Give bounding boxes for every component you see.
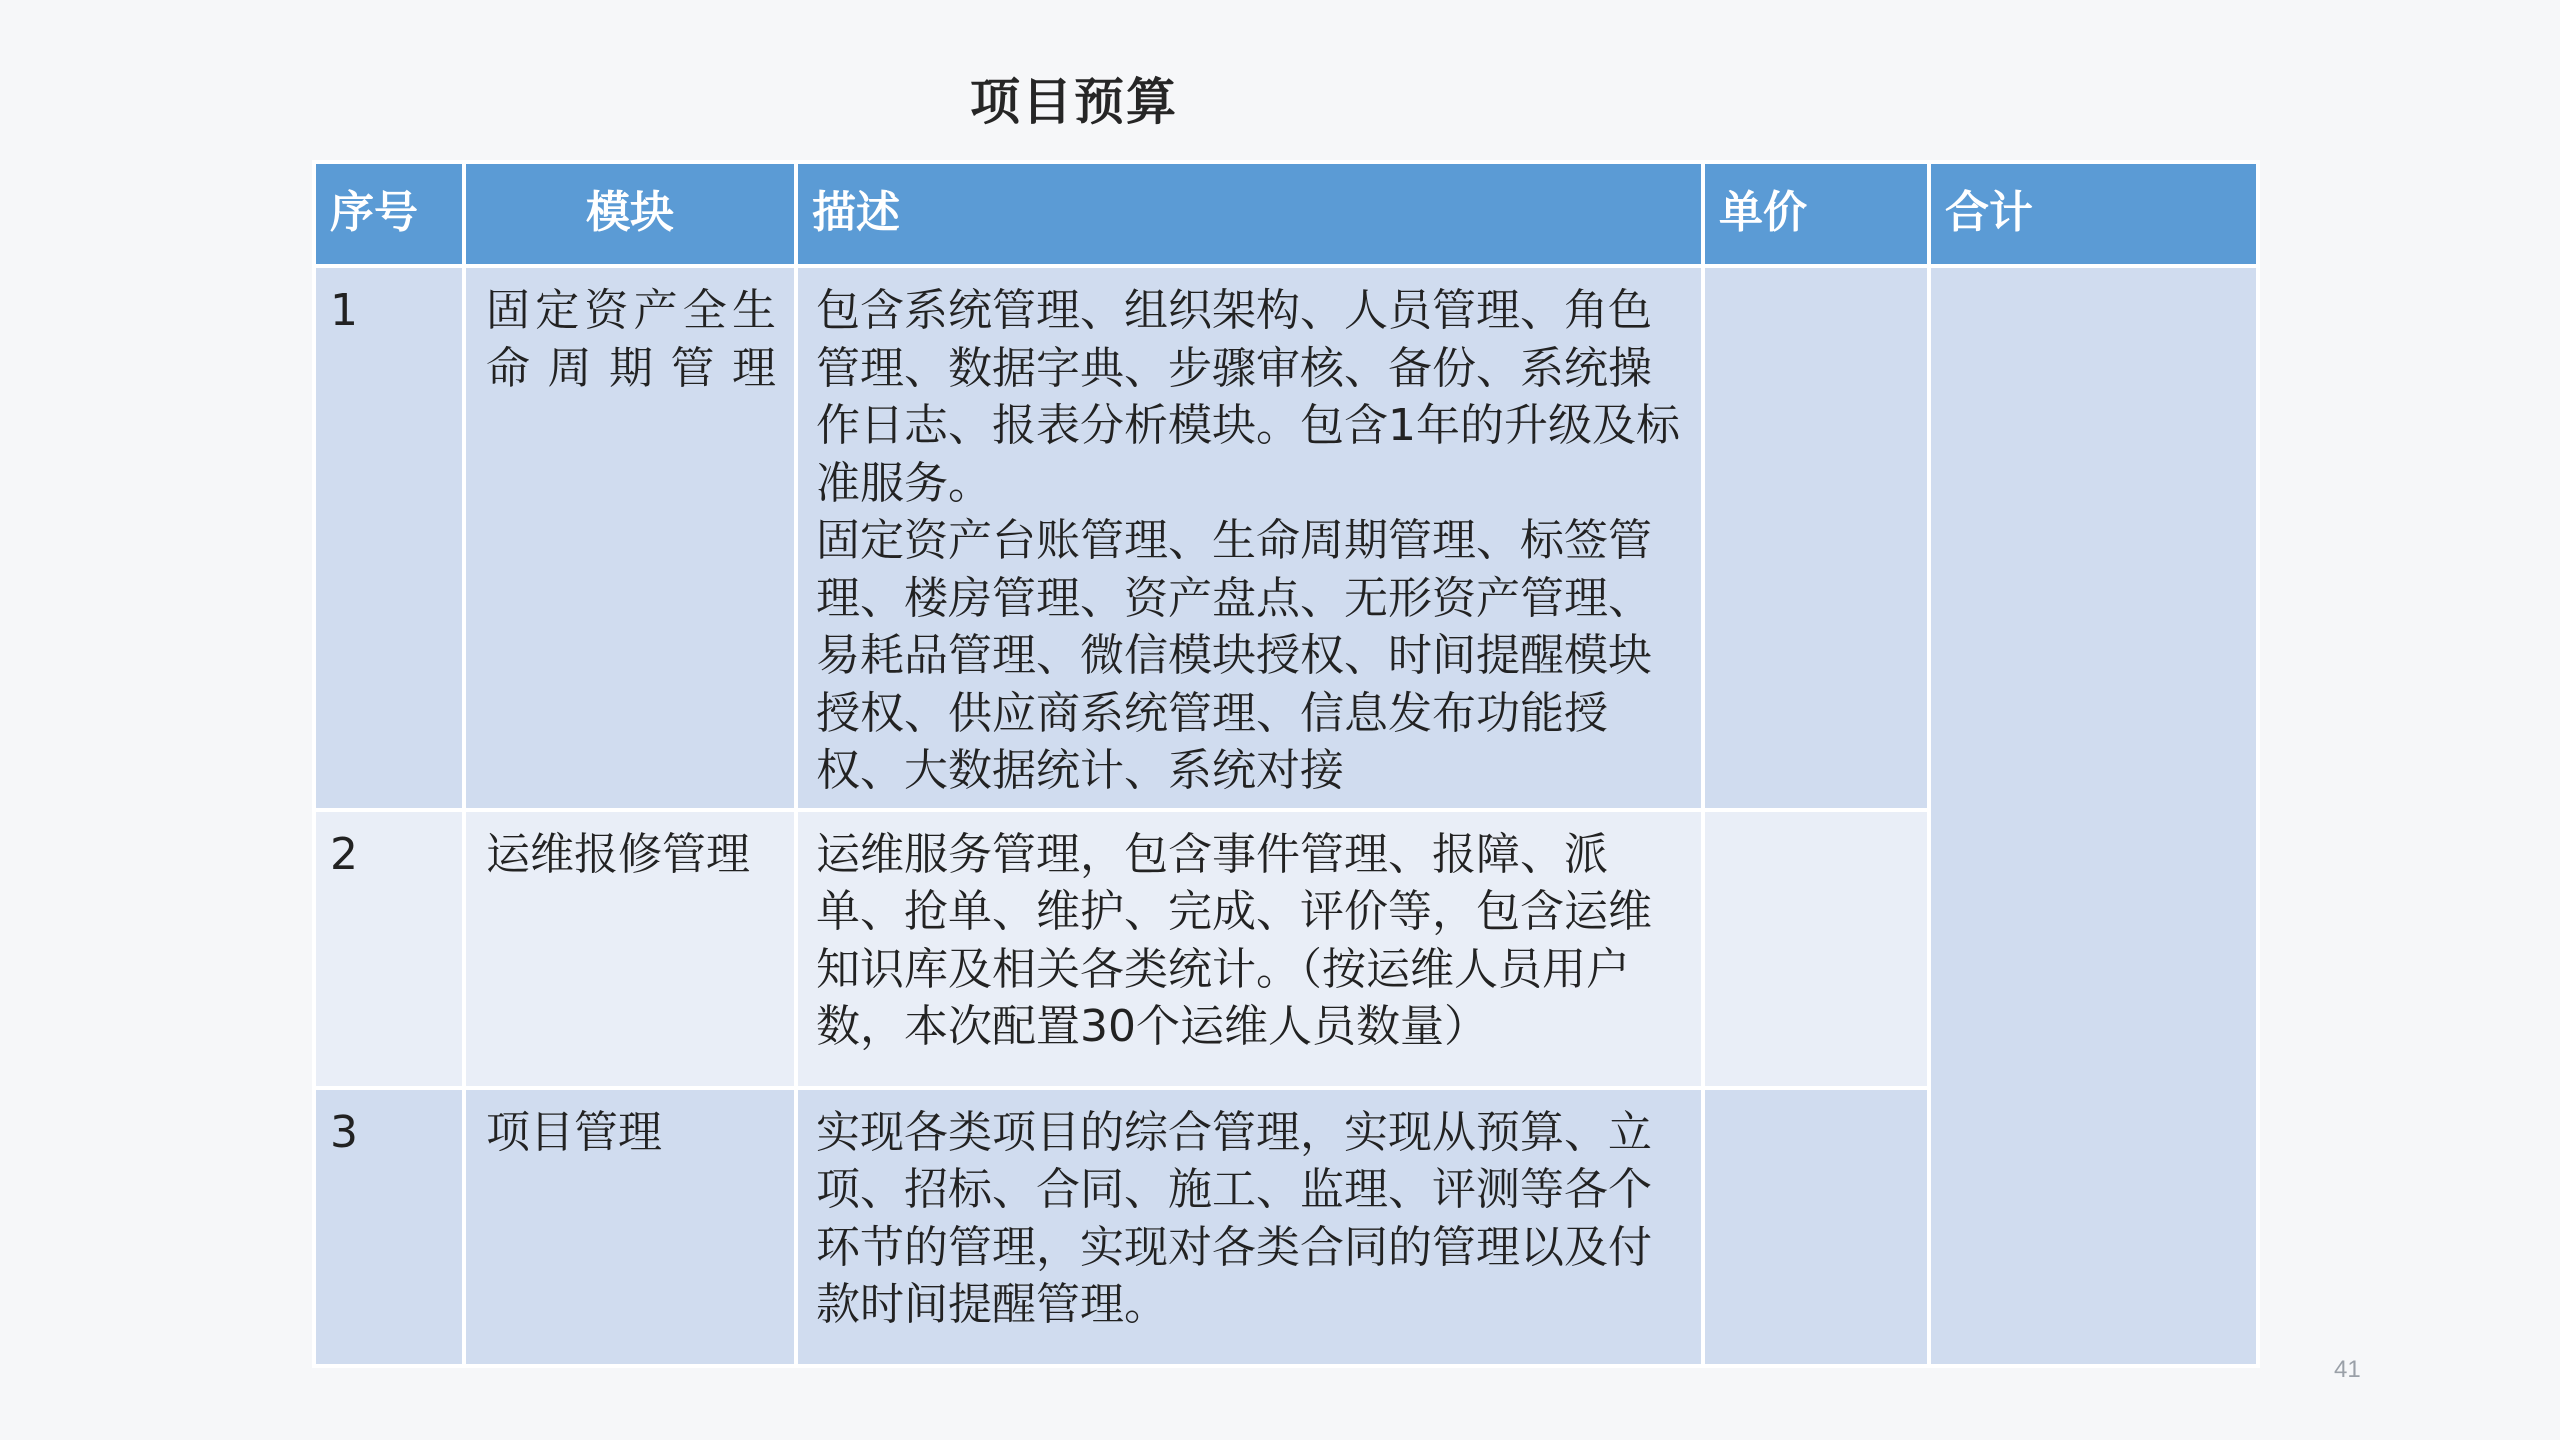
module-name: 项目管理 [464,1088,796,1366]
total-cell [1929,266,2258,1366]
table-row [314,266,2258,810]
unit-price-cell [1703,266,1929,810]
row-number: 3 [314,1088,464,1366]
description-cell [796,810,1703,1088]
module-cell [464,266,796,810]
header-no: 序号 [314,162,464,266]
page-number: 41 [2334,1356,2361,1383]
slide-title: 项目预算 [970,72,1178,131]
description-text: 包含系统管理、组织架构、人员管理、角色管理、数据字典、步骤审核、备份、系统操作日志、报表分析模块。包含1年的升级及标准服务。 [816,285,1680,509]
budget-table [312,160,2260,1368]
unit-price-cell [1703,1088,1929,1366]
row-number: 1 [314,266,464,810]
header-description: 描述 [796,162,1703,266]
row-number: 2 [314,810,464,1088]
description-text-2: 固定资产台账管理、生命周期管理、标签管理、楼房管理、资产盘点、无形资产管理、易耗品管理、微信模块授权、时间提醒模块授权、供应商系统管理、信息发布功能授权、大数据统计、系统对接 [816,515,1652,796]
description-text: 运维服务管理，包含事件管理、报障、派单、抢单、维护、完成、评价等，包含运维知识库及相关各类统计。（按运维人员用户数，本次配置30个运维人员数量） [816,828,1652,1052]
description-cell [796,1088,1703,1366]
description-text: 实现各类项目的综合管理，实现从预算、立项、招标、合同、施工、监理、评测等各个环节的管理，实现对各类合同的管理以及付款时间提醒管理。 [816,1106,1652,1330]
module-name: 固定资产全生命周期管理 [486,285,776,394]
header-total: 合计 [1929,162,2258,266]
description-cell [796,266,1703,810]
header-unit-price: 单价 [1703,162,1929,266]
table-header-row [314,162,2258,266]
unit-price-cell [1703,810,1929,1088]
header-module: 模块 [464,162,796,266]
module-name: 运维报修管理 [464,810,796,1088]
